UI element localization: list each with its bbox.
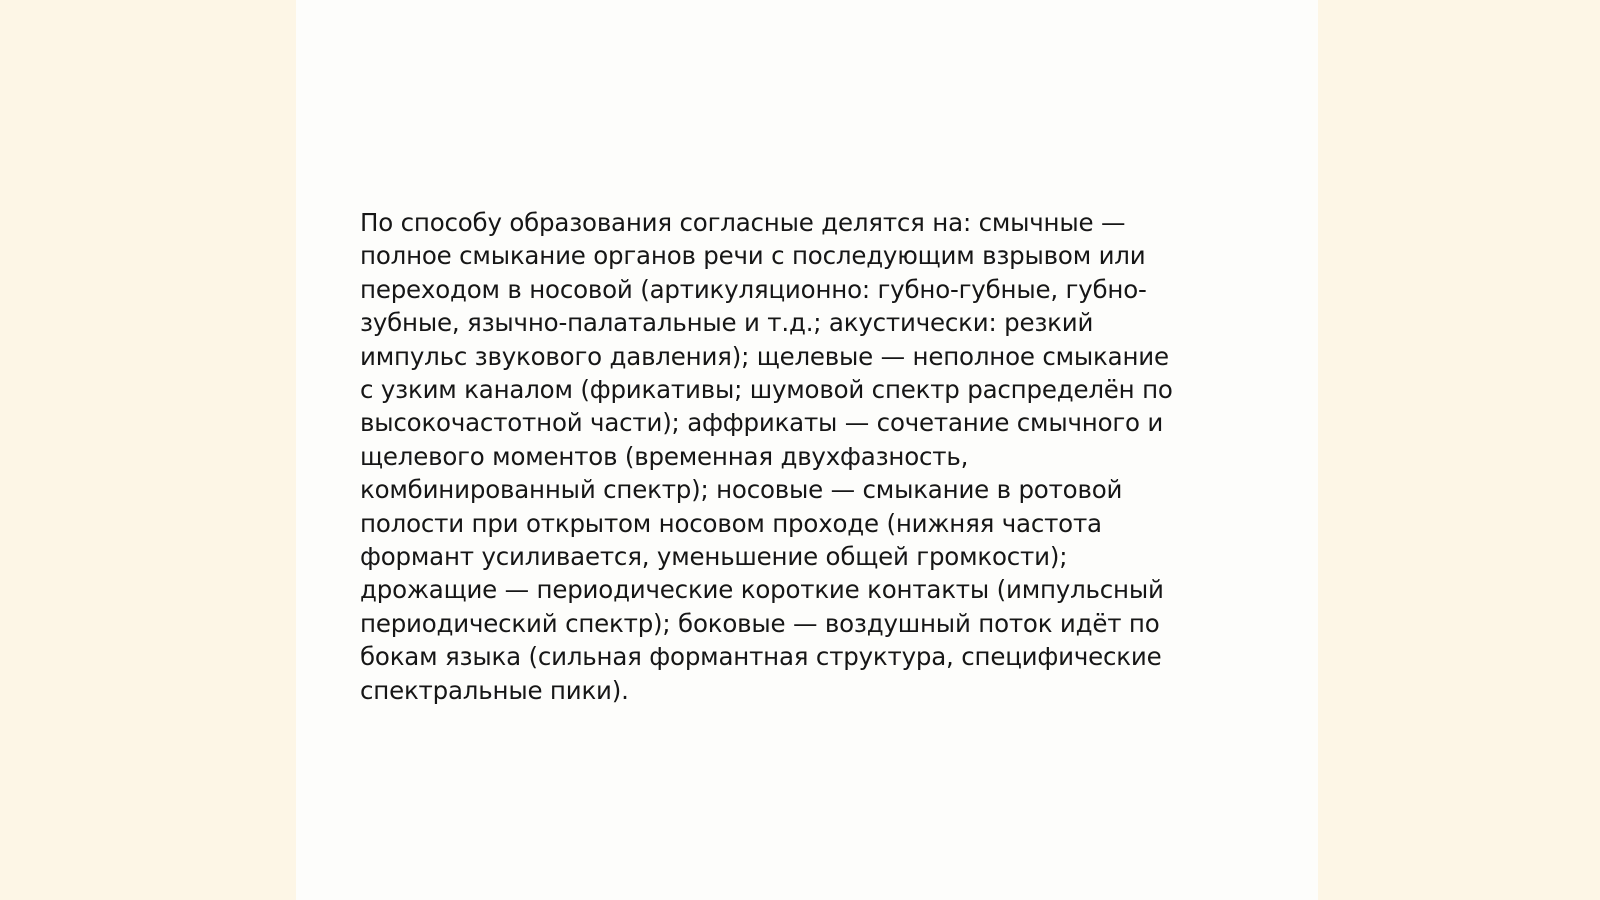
paragraph-line: полное смыкание органов речи с последующим взрывом или <box>360 241 1146 271</box>
paragraph-line: дрожащие — периодические короткие контакты (импульсный <box>360 575 1164 605</box>
body-paragraph <box>360 206 1230 707</box>
paragraph-line: комбинированный спектр); носовые — смыкание в ротовой <box>360 475 1123 505</box>
paragraph-line: По способу образования согласные делятся на: смычные — <box>360 208 1126 237</box>
paragraph-line: формант усиливается, уменьшение общей громкости); <box>360 542 1068 572</box>
paragraph-line: спектральные пики). <box>360 675 629 705</box>
paragraph-line: высокочастотной части); аффрикаты — сочетание смычного и <box>360 408 1164 438</box>
paragraph-line: с узким каналом (фрикативы; шумовой спектр распределён по <box>360 375 1173 405</box>
paragraph-line: импульс звукового давления); щелевые — неполное смыкание <box>360 341 1169 371</box>
paragraph-line: зубные, язычно-палатальные и т.д.; акустически: резкий <box>360 308 1094 338</box>
paragraph-line: щелевого моментов (временная двухфазность, <box>360 441 969 471</box>
paragraph-line: полости при открытом носовом проходе (нижняя частота <box>360 508 1102 538</box>
paragraph-line: переходом в носовой (артикуляционно: губно-губные, губно- <box>360 274 1147 304</box>
paragraph-line: бокам языка (сильная формантная структура, специфические <box>360 642 1162 672</box>
paragraph-line: периодический спектр); боковые — воздушный поток идёт по <box>360 608 1160 638</box>
